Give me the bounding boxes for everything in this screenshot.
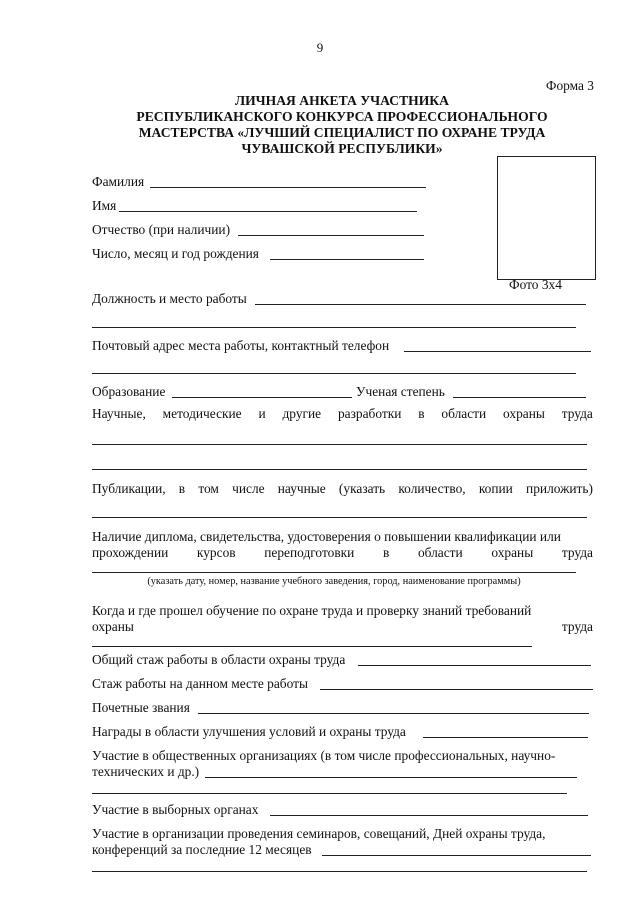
elected-bodies-field[interactable] [270, 815, 588, 816]
total-experience-label: Общий стаж работы в области охраны труда [92, 652, 346, 667]
publications-label: Публикации, в том числе научные (указать количество, копии приложить) [92, 481, 593, 496]
title-line-4: ЧУВАШСКОЙ РЕСПУБЛИКИ» [241, 141, 443, 156]
postal-address-label: Почтовый адрес места работы, контактный телефон [92, 338, 390, 353]
public-orgs-label-line-2: технических и др.) [92, 764, 200, 779]
total-experience-field[interactable] [358, 665, 591, 666]
public-orgs-field[interactable] [205, 777, 577, 778]
form-label: Форма 3 [545, 78, 594, 93]
public-orgs-label-line-1: Участие в общественных организациях (в том числе профессиональных, научно- [92, 748, 556, 763]
page-number: 9 [316, 40, 324, 55]
education-field[interactable] [172, 397, 352, 398]
elected-bodies-label: Участие в выборных органах [92, 802, 259, 817]
seminars-field-continued[interactable] [92, 871, 587, 872]
seminars-label-line-2: конференций за последние 12 месяцев [92, 842, 312, 857]
honorary-titles-field[interactable] [198, 713, 589, 714]
title-line-1: ЛИЧНАЯ АНКЕТА УЧАСТНИКА [234, 93, 449, 108]
training-label-line-1: Когда и где прошел обучение по охране труда и проверку знаний требований [92, 603, 532, 618]
birth-date-label: Число, месяц и год рождения [92, 246, 259, 261]
developments-label: Научные, методические и другие разработки в области охраны труда [92, 406, 593, 421]
photo-box[interactable] [497, 156, 596, 280]
training-label-line-2: охраны труда [92, 619, 593, 634]
name-label: Имя [92, 198, 117, 213]
awards-label: Награды в области улучшения условий и охраны труда [92, 724, 406, 739]
surname-field[interactable] [150, 187, 426, 188]
seminars-field[interactable] [322, 855, 591, 856]
degree-label: Ученая степень [356, 384, 445, 399]
diploma-note: (указать дату, номер, название учебного заведения, город, наименование программы) [147, 576, 521, 587]
position-label: Должность и место работы [92, 291, 247, 306]
position-field-continued[interactable] [92, 327, 576, 328]
education-label: Образование [92, 384, 166, 399]
name-field[interactable] [119, 211, 417, 212]
publications-field[interactable] [92, 517, 587, 518]
public-orgs-field-continued[interactable] [92, 793, 567, 794]
patronymic-field[interactable] [238, 235, 424, 236]
diploma-field[interactable] [92, 572, 576, 573]
diploma-label-line-2: прохождении курсов переподготовки в области охраны труда [92, 545, 593, 560]
seminars-label-line-1: Участие в организации проведения семинаров, совещаний, Дней охраны труда, [92, 826, 546, 841]
patronymic-label: Отчество (при наличии) [92, 222, 231, 237]
birth-date-field[interactable] [270, 259, 424, 260]
degree-field[interactable] [453, 397, 586, 398]
photo-caption: Фото 3х4 [509, 277, 562, 292]
position-field[interactable] [255, 304, 586, 305]
current-experience-label: Стаж работы на данном месте работы [92, 676, 308, 691]
awards-field[interactable] [423, 737, 588, 738]
developments-field-2[interactable] [92, 469, 587, 470]
honorary-titles-label: Почетные звания [92, 700, 190, 715]
postal-address-field[interactable] [404, 351, 591, 352]
training-field[interactable] [92, 646, 532, 647]
surname-label: Фамилия [92, 174, 145, 189]
current-experience-field[interactable] [320, 689, 593, 690]
title-line-3: МАСТЕРСТВА «ЛУЧШИЙ СПЕЦИАЛИСТ ПО ОХРАНЕ ТРУДА [138, 125, 546, 140]
developments-field-1[interactable] [92, 444, 587, 445]
postal-address-field-continued[interactable] [92, 373, 576, 374]
diploma-label-line-1: Наличие диплома, свидетельства, удостоверения о повышении квалификации или [92, 529, 561, 544]
title-line-2: РЕСПУБЛИКАНСКОГО КОНКУРСА ПРОФЕССИОНАЛЬНОГО [136, 109, 548, 124]
